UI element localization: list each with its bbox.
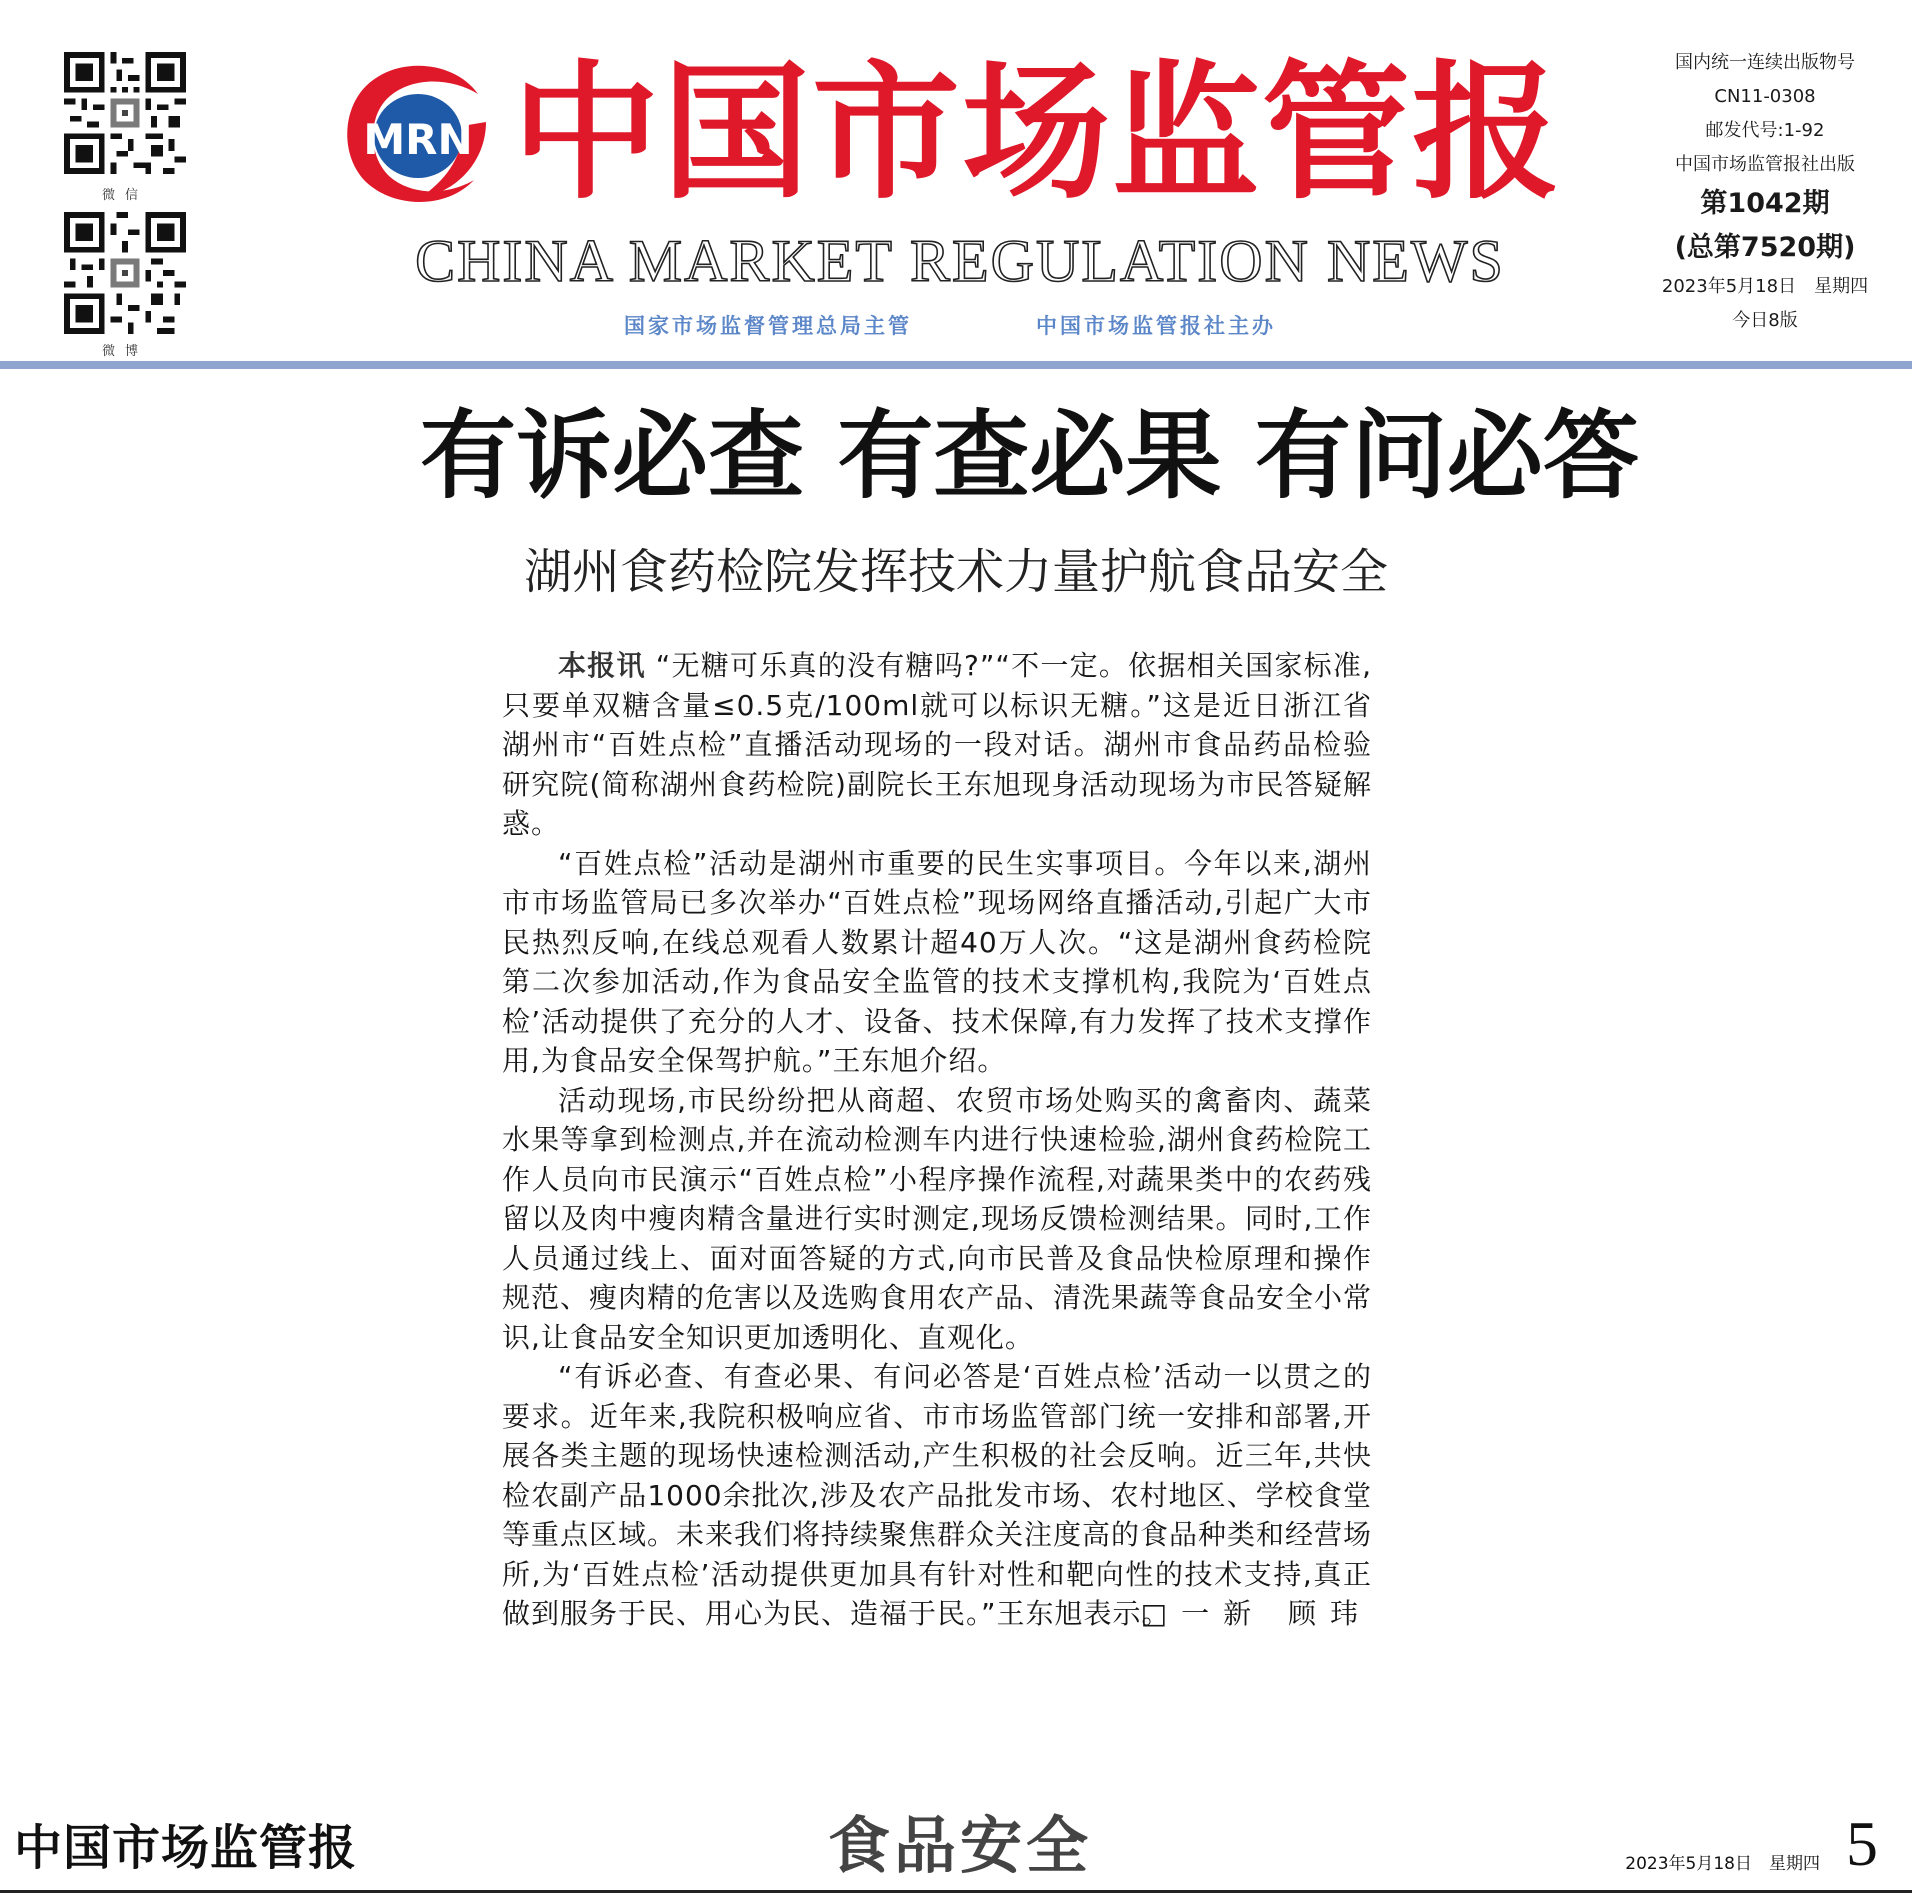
page-count: 今日8版 xyxy=(1732,310,1798,331)
postal-code: 邮发代号:1-92 xyxy=(1705,120,1825,141)
article-subheadline: 湖州食药检院发挥技术力量护航食品安全 xyxy=(523,544,1388,600)
footer-date: 2023年5月18日 星期四 xyxy=(1625,1854,1820,1874)
masthead-title: 中国市场监管报 xyxy=(512,47,1562,219)
article-headline: 有诉必查 有查必果 有问必答 xyxy=(420,399,1639,512)
sponsor-line: 中国市场监管报社主办 xyxy=(1036,314,1276,338)
article-body xyxy=(502,646,1372,1776)
serial-label: 国内统一连续出版物号 xyxy=(1675,52,1855,73)
page-number: 5 xyxy=(1846,1808,1878,1879)
weibo-qr-caption: 微博 xyxy=(101,344,148,359)
masthead-english-title: CHINA MARKET REGULATION NEWS xyxy=(415,228,1505,294)
article-paragraph: 本报讯 “无糖可乐真的没有糖吗?”“不一定。依据相关国家标准,只要单双糖含量≤0.5克/100ml就可以标识无糖。”这是近日浙江省湖州市“百姓点检”直播活动现场的一段对话。湖州市食品药品检验研究院(简称湖州食药检院)副院长王东旭现身活动现场为市民答疑解惑。 xyxy=(502,649,1372,840)
masthead-divider xyxy=(0,361,1912,369)
byline: □一新 顾玮 xyxy=(1140,1597,1372,1630)
article-paragraph: “百姓点检”活动是湖州市重要的民生实事项目。今年以来,湖州市市场监管局已多次举办“百姓点检”现场网络直播活动,引起广大市民热烈反响,在线总观看人数累计超40万人次。“这是湖州食药检院第二次参加活动,作为食品安全监管的技术支撑机构,我院为‘百姓点检’活动提供了充分的人才、设备、技术保障,有力发挥了技术支撑作用,为食品安全保驾护航。”王东旭介绍。 xyxy=(502,846,1372,1077)
footer-divider xyxy=(0,1890,1912,1893)
supervisor-line: 国家市场监督管理总局主管 xyxy=(624,314,912,338)
article-paragraph: “有诉必查、有查必果、有问必答是‘百姓点检’活动一以贯之的要求。近年来,我院积极响应省、市市场监管部门统一安排和部署,开展各类主题的现场快速检测活动,产生积极的社会反响。近三年,共快检农副产品1000余批次,涉及农产品批发市场、农村地区、学校食堂等重点区域。未来我们将持续聚焦群众关注度高的食品种类和经营场所,为‘百姓点检’活动提供更加具有针对性和靶向性的技术支持,真正做到服务于民、用心为民、造福于民。”王东旭表示。 xyxy=(502,1360,1373,1630)
newspaper-logo-emblem xyxy=(336,52,496,212)
footer-paper-name: 中国市场监管报 xyxy=(14,1820,358,1876)
total-issue-number: (总第7520期) xyxy=(1674,232,1856,263)
logo-lettering: MRN xyxy=(363,115,473,164)
dateline: 本报讯 xyxy=(558,649,646,682)
section-title: 食品安全 xyxy=(827,1809,1092,1882)
wechat-qr-code xyxy=(64,52,186,174)
cn-number: CN11-0308 xyxy=(1714,86,1816,107)
article-paragraph: 活动现场,市民纷纷把从商超、农贸市场处购买的禽畜肉、蔬菜水果等拿到检测点,并在流动检测车内进行快速检验,湖州食药检院工作人员向市民演示“百姓点检”小程序操作流程,对蔬果类中的农药残留以及肉中瘦肉精含量进行实时测定,现场反馈检测结果。同时,工作人员通过线上、面对面答疑的方式,向市民普及食品快检原理和操作规范、瘦肉精的危害以及选购食用农产品、清洗果蔬等食品安全小常识,让食品安全知识更加透明化、直观化。 xyxy=(502,1083,1373,1354)
publisher: 中国市场监管报社出版 xyxy=(1675,154,1855,175)
wechat-qr-caption: 微信 xyxy=(101,188,148,203)
issue-date: 2023年5月18日 星期四 xyxy=(1661,276,1869,297)
weibo-qr-code xyxy=(64,212,186,334)
publication-info xyxy=(1630,46,1900,338)
issue-number: 第1042期 xyxy=(1700,188,1830,219)
